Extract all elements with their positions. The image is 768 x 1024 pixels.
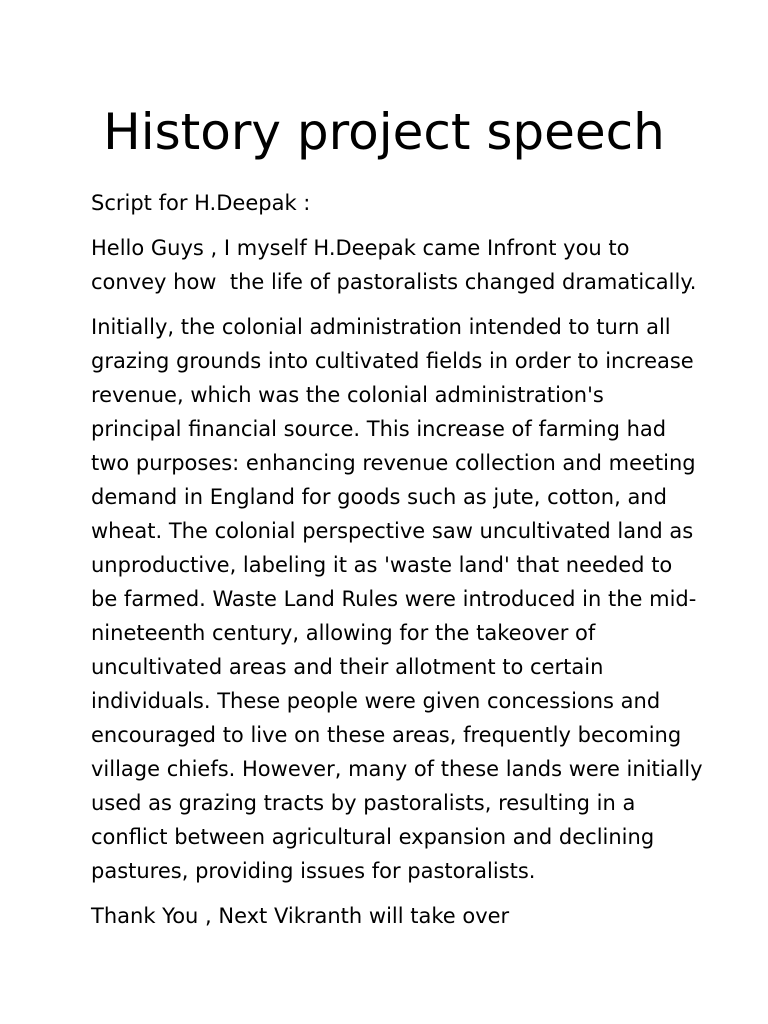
text-line: Hello Guys , I myself H.Deepak came Infront you to <box>91 236 630 260</box>
text-line: two purposes: enhancing revenue collection and meeting <box>91 451 696 475</box>
text-line: encouraged to live on these areas, frequently becoming <box>91 723 682 747</box>
intro-paragraph <box>91 231 697 299</box>
text-line: demand in England for goods such as jute, cotton, and <box>91 485 667 509</box>
text-line: Initially, the colonial administration intended to turn all <box>91 315 671 339</box>
text-line: nineteenth century, allowing for the takeover of <box>91 621 596 645</box>
script-for-line <box>91 186 691 220</box>
text-line: used as grazing tracts by pastoralists, resulting in a <box>91 791 636 815</box>
text-line: principal financial source. This increase of farming had <box>91 417 667 441</box>
text-line: revenue, which was the colonial administration's <box>91 383 604 407</box>
main-paragraph <box>91 310 703 888</box>
text-line: conflict between agricultural expansion and declining <box>91 825 655 849</box>
text-line: uncultivated areas and their allotment to certain <box>91 655 604 679</box>
document-body <box>91 186 703 944</box>
text-line: grazing grounds into cultivated fields in order to increase <box>91 349 694 373</box>
text-line: wheat. The colonial perspective saw uncultivated land as <box>91 519 694 543</box>
text-line: village chiefs. However, many of these lands were initially <box>91 757 703 781</box>
text-line: pastures, providing issues for pastoralists. <box>91 859 536 883</box>
text-line: Thank You , Next Vikranth will take over <box>91 904 510 928</box>
text-line: convey how the life of pastoralists changed dramatically. <box>91 270 697 294</box>
text-line: individuals. These people were given concessions and <box>91 689 661 713</box>
page-title: History project speech <box>103 103 665 161</box>
text-line: unproductive, labeling it as 'waste land' that needed to <box>91 553 673 577</box>
closing-paragraph <box>91 899 691 933</box>
text-line: be farmed. Waste Land Rules were introduced in the mid- <box>91 587 697 611</box>
text-line: Script for H.Deepak : <box>91 191 311 215</box>
